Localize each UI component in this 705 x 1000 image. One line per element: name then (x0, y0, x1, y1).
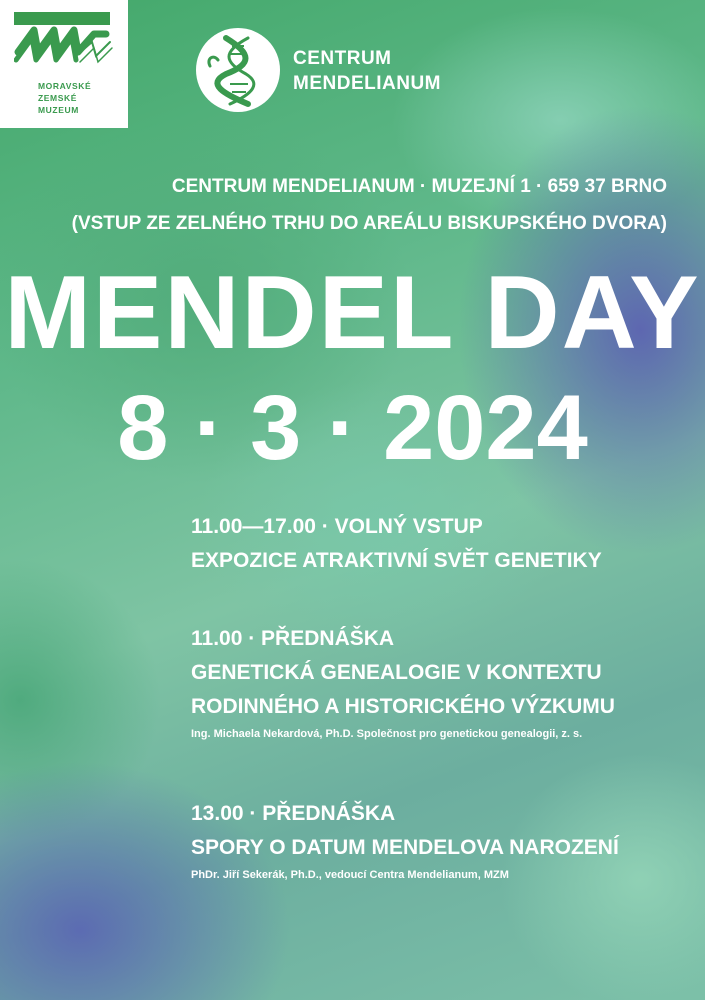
program-description: EXPOZICE ATRAKTIVNÍ SVĚT GENETIKY (191, 549, 602, 572)
program-speaker: Ing. Michaela Nekardová, Ph.D. Společnost pro genetickou genealogii, z. s. (191, 728, 583, 740)
program-time-line: 11.00 · PŘEDNÁŠKA (191, 627, 395, 650)
moravske-zemske-muzeum-logo (0, 0, 128, 128)
program-time-line: 11.00—17.00 · VOLNÝ VSTUP (191, 515, 483, 538)
address-line-1: CENTRUM MENDELIANUM · MUZEJNÍ 1 · 659 37 BRNO (171, 176, 667, 197)
program-description: RODINNÉHO A HISTORICKÉHO VÝZKUMU (191, 695, 615, 718)
address-line-2: (VSTUP ZE ZELNÉHO TRHU DO AREÁLU BISKUPSKÉHO DVORA) (71, 213, 667, 234)
program-item-lecture-genealogy (191, 622, 615, 742)
event-title: MENDEL DAY (4, 255, 701, 371)
event-date: 8 · 3 · 2024 (117, 377, 588, 479)
mzm-emblem-icon (14, 12, 114, 76)
centrum-name-line-1: CENTRUM (293, 48, 392, 69)
centrum-mendelianum-name (293, 46, 441, 96)
dna-helix-icon (196, 28, 280, 112)
mzm-logo-text (38, 80, 91, 116)
program-time-line: 13.00 · PŘEDNÁŠKA (191, 802, 396, 825)
mzm-logo-line-3: MUZEUM (38, 105, 79, 115)
program-item-lecture-birthdate (191, 797, 619, 883)
program-speaker: PhDr. Jiří Sekerák, Ph.D., vedoucí Centra Mendelianum, MZM (191, 869, 509, 881)
mendelianum-dna-logo (196, 28, 280, 112)
centrum-name-line-2: MENDELIANUM (293, 73, 441, 94)
mzm-logo-line-2: ZEMSKÉ (38, 93, 78, 103)
program-item-free-entry (191, 510, 602, 578)
program-description: GENETICKÁ GENEALOGIE V KONTEXTU (191, 661, 602, 684)
program-description: SPORY O DATUM MENDELOVA NAROZENÍ (191, 836, 619, 859)
mzm-logo-line-1: MORAVSKÉ (38, 81, 92, 91)
